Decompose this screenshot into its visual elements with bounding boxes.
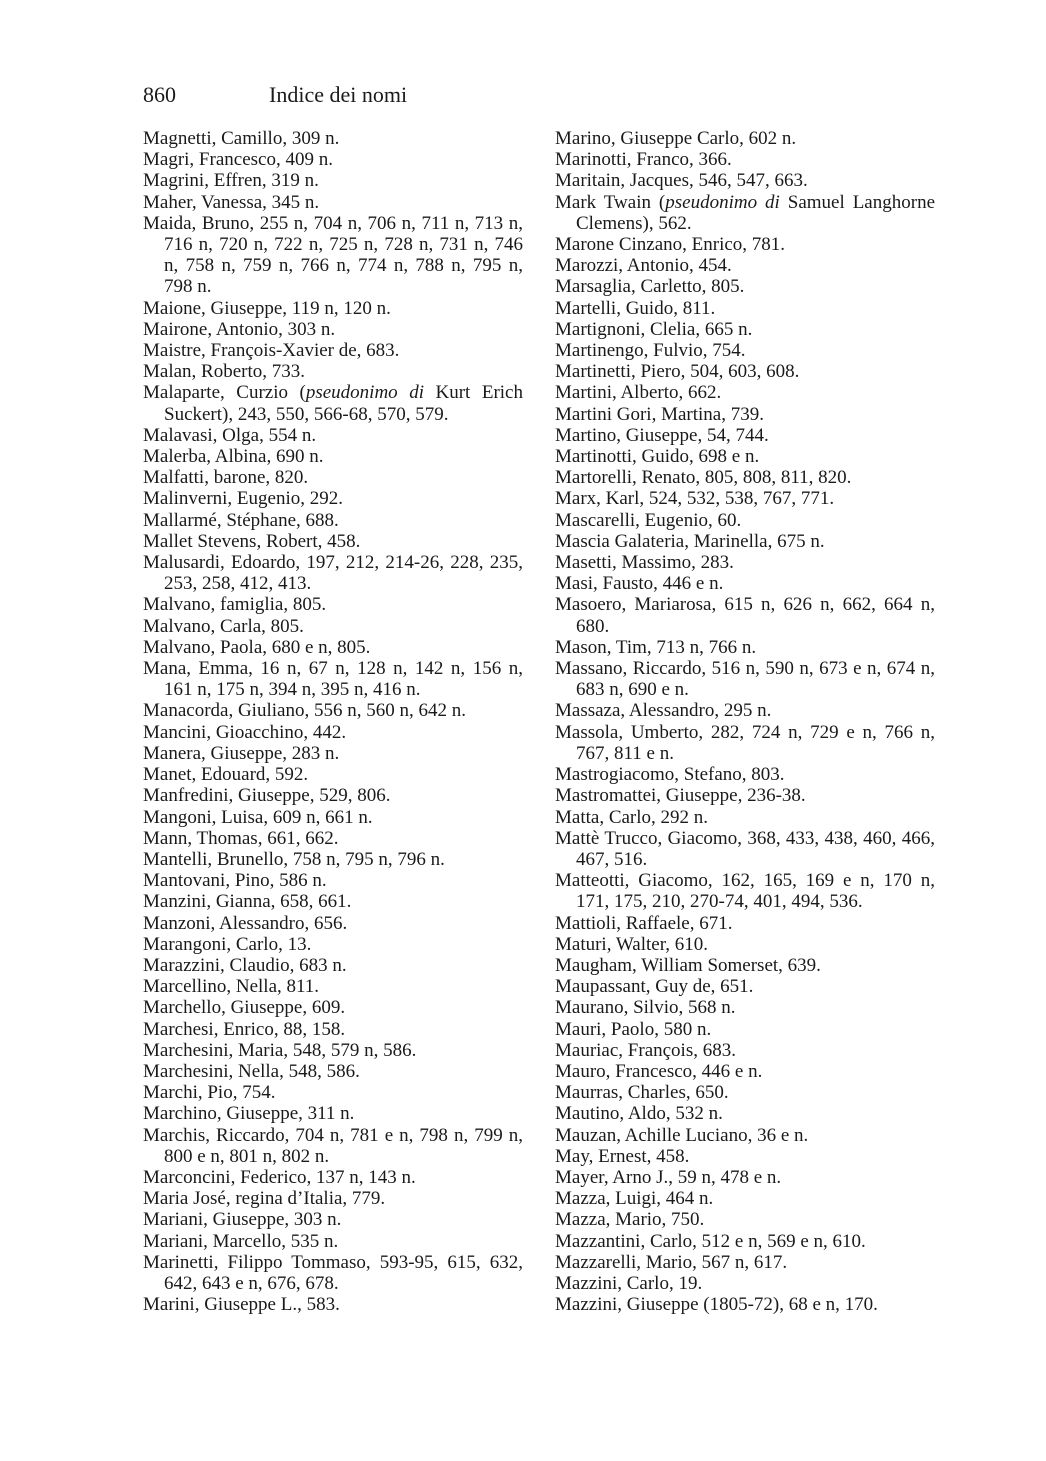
entry-text: Marangoni, Carlo, 13. (143, 933, 312, 955)
index-entry (555, 298, 935, 319)
index-entry (143, 1231, 523, 1252)
index-entry (143, 870, 523, 891)
entry-text: Mann, Thomas, 661, 662. (143, 827, 339, 849)
index-entry (555, 446, 935, 467)
entry-text: May, Ernest, 458. (555, 1145, 690, 1167)
entry-text: Martinotti, Guido, 698 e n. (555, 446, 760, 468)
entry-text: Mastromattei, Giuseppe, 236-38. (555, 785, 806, 807)
entry-text: Marini, Giuseppe L., 583. (143, 1294, 340, 1316)
entry-text: Martini, Alberto, 662. (555, 382, 722, 404)
index-entry (143, 128, 523, 149)
index-entry (555, 1231, 935, 1252)
entry-text: Mason, Tim, 713 n, 766 n. (555, 636, 757, 658)
entry-text: Marchino, Giuseppe, 311 n. (143, 1103, 355, 1125)
entry-text: Magnetti, Camillo, 309 n. (143, 128, 340, 149)
index-entry (143, 361, 523, 382)
index-entry (143, 722, 523, 743)
entry-text: Maurras, Charles, 650. (555, 1082, 729, 1104)
index-entry (555, 913, 935, 934)
index-entry (555, 658, 935, 700)
index-entry (143, 743, 523, 764)
entry-text: Samuel Langhorne Clemens), 562. (576, 191, 935, 234)
index-entry (555, 319, 935, 340)
entry-text: Mancini, Gioacchino, 442. (143, 721, 347, 743)
index-entry (143, 1188, 523, 1209)
index-entry (555, 1125, 935, 1146)
entry-text: Manacorda, Giuliano, 556 n, 560 n, 642 n. (143, 700, 466, 722)
entry-text: Martino, Giuseppe, 54, 744. (555, 424, 769, 446)
entry-text: Martignoni, Clelia, 665 n. (555, 318, 753, 340)
index-entry (143, 446, 523, 467)
entry-text: Mantovani, Pino, 586 n. (143, 870, 327, 892)
entry-text: Martelli, Guido, 811. (555, 297, 716, 319)
index-entry (555, 255, 935, 276)
index-entry (555, 934, 935, 955)
index-entry (555, 382, 935, 403)
entry-text: Malavasi, Olga, 554 n. (143, 424, 317, 446)
index-entry (143, 594, 523, 615)
index-entry (143, 425, 523, 446)
index-entry (555, 955, 935, 976)
index-entry (143, 1103, 523, 1124)
entry-text: Maida, Bruno, 255 n, 704 n, 706 n, 711 n, 713 n, 716 n, 720 n, 722 n, 725 n, 728 n, 731 n, 746 n, 758 n, 759 n, 766 n, 774 n, 788 n, 795 n, 798 n. (143, 212, 523, 298)
entry-text: Malerba, Albina, 690 n. (143, 446, 324, 468)
index-entry (143, 1209, 523, 1230)
entry-text: Marchesi, Enrico, 88, 158. (143, 1018, 346, 1040)
entry-text: Martorelli, Renato, 805, 808, 811, 820. (555, 467, 852, 489)
entry-text: Mazza, Mario, 750. (555, 1209, 705, 1231)
entry-text: Mariani, Giuseppe, 303 n. (143, 1209, 342, 1231)
entry-text: Maistre, François-Xavier de, 683. (143, 340, 400, 362)
entry-text: Mazzarelli, Mario, 567 n, 617. (555, 1251, 788, 1273)
index-entry (143, 616, 523, 637)
entry-text: Mascarelli, Eugenio, 60. (555, 509, 742, 531)
index-entry (555, 361, 935, 382)
entry-text: Maurano, Silvio, 568 n. (555, 997, 736, 1019)
index-entry (555, 870, 935, 912)
index-entry (143, 1294, 523, 1315)
entry-text: Maria José, regina d’Italia, 779. (143, 1188, 386, 1210)
entry-text: Masoero, Mariarosa, 615 n, 626 n, 662, 664 n, 680. (555, 594, 935, 637)
entry-text: Mazzantini, Carlo, 512 e n, 569 e n, 610. (555, 1230, 866, 1252)
entry-text: Malinverni, Eugenio, 292. (143, 488, 343, 510)
index-entry (555, 700, 935, 721)
entry-text: Mairone, Antonio, 303 n. (143, 318, 336, 340)
index-entry (143, 1082, 523, 1103)
entry-text: Mazza, Luigi, 464 n. (555, 1188, 714, 1210)
index-entry (143, 828, 523, 849)
entry-text: Mastrogiacomo, Stefano, 803. (555, 764, 785, 786)
index-entry (555, 488, 935, 509)
entry-text: Mana, Emma, 16 n, 67 n, 128 n, 142 n, 156 n, 161 n, 175 n, 394 n, 395 n, 416 n. (143, 658, 523, 701)
entry-text: Mariani, Marcello, 535 n. (143, 1230, 339, 1252)
index-entry (143, 637, 523, 658)
index-entry (143, 764, 523, 785)
entry-text: Maher, Vanessa, 345 n. (143, 191, 320, 213)
index-entry (143, 955, 523, 976)
index-entry (143, 997, 523, 1018)
entry-text: Mazzini, Carlo, 19. (555, 1272, 703, 1294)
entry-text: Martinengo, Fulvio, 754. (555, 340, 746, 362)
entry-text: Malvano, Carla, 805. (143, 615, 304, 637)
index-entry (143, 976, 523, 997)
index-entry (143, 891, 523, 912)
index-entry (555, 722, 935, 764)
entry-text: Maritain, Jacques, 546, 547, 663. (555, 170, 808, 192)
index-entry (555, 1082, 935, 1103)
index-entry (143, 340, 523, 361)
entry-text: Massola, Umberto, 282, 724 n, 729 e n, 766 n, 767, 811 e n. (555, 721, 935, 764)
entry-text: Marchesini, Nella, 548, 586. (143, 1060, 360, 1082)
entry-italic-text: pseudonimo di (665, 191, 780, 213)
index-entry (555, 573, 935, 594)
entry-text: Marchis, Riccardo, 704 n, 781 e n, 798 n, 799 n, 800 e n, 801 n, 802 n. (143, 1124, 523, 1167)
entry-text: Marchello, Giuseppe, 609. (143, 997, 346, 1019)
entry-text: Mangoni, Luisa, 609 n, 661 n. (143, 806, 373, 828)
entry-text: Martinetti, Piero, 504, 603, 608. (555, 361, 800, 383)
entry-text: Malaparte, Curzio ( (143, 382, 306, 404)
index-entry (555, 510, 935, 531)
index-entry (143, 170, 523, 191)
index-entry (555, 594, 935, 636)
index-entry (143, 913, 523, 934)
index-entry (555, 785, 935, 806)
entry-text: Magrini, Effren, 319 n. (143, 170, 319, 192)
entry-text: Mallarmé, Stéphane, 688. (143, 509, 339, 531)
index-entry (143, 1040, 523, 1061)
index-entry (143, 510, 523, 531)
entry-text: Marinetti, Filippo Tommaso, 593-95, 615, 632, 642, 643 e n, 676, 678. (143, 1251, 523, 1294)
entry-text: Masetti, Massimo, 283. (555, 552, 734, 574)
page-number: 860 (143, 82, 176, 107)
entry-text: Mattioli, Raffaele, 671. (555, 912, 733, 934)
entry-italic-text: pseudonimo di (305, 382, 424, 404)
index-entry (143, 467, 523, 488)
index-entry (555, 1188, 935, 1209)
entry-text: Mark Twain ( (555, 191, 666, 213)
running-header (143, 80, 407, 110)
entry-text: Maugham, William Somerset, 639. (555, 954, 821, 976)
entry-text: Marcellino, Nella, 811. (143, 976, 320, 998)
entry-text: Mauro, Francesco, 446 e n. (555, 1060, 763, 1082)
entry-text: Manet, Edouard, 592. (143, 764, 309, 786)
index-entry (555, 807, 935, 828)
index-entry (555, 1209, 935, 1230)
index-entry (143, 807, 523, 828)
index-entry (143, 552, 523, 594)
index-entry (143, 488, 523, 509)
entry-text: Magri, Francesco, 409 n. (143, 149, 333, 171)
index-column-right (555, 128, 935, 1315)
index-entry (555, 425, 935, 446)
index-column-left (143, 128, 523, 1315)
running-title: Indice dei nomi (269, 82, 408, 107)
entry-text: Malvano, famiglia, 805. (143, 594, 327, 616)
index-entry (555, 1061, 935, 1082)
entry-text: Mantelli, Brunello, 758 n, 795 n, 796 n. (143, 848, 445, 870)
index-entry (555, 764, 935, 785)
entry-text: Mayer, Arno J., 59 n, 478 e n. (555, 1166, 782, 1188)
index-entry (555, 234, 935, 255)
index-entry (143, 1125, 523, 1167)
index-entry (555, 552, 935, 573)
index-entry (143, 319, 523, 340)
index-entry (555, 997, 935, 1018)
entry-text: Maupassant, Guy de, 651. (555, 976, 754, 998)
index-entry (143, 192, 523, 213)
entry-text: Marazzini, Claudio, 683 n. (143, 954, 347, 976)
index-entry (555, 149, 935, 170)
index-entry (143, 531, 523, 552)
entry-text: Maturi, Walter, 610. (555, 933, 709, 955)
index-entry (555, 1019, 935, 1040)
index-entry (555, 976, 935, 997)
entry-text: Marchesini, Maria, 548, 579 n, 586. (143, 1039, 417, 1061)
index-entry (555, 192, 935, 234)
entry-text: Malvano, Paola, 680 e n, 805. (143, 636, 371, 658)
entry-text: Kurt Erich Suckert), 243, 550, 566-68, 570, 579. (164, 382, 523, 425)
index-entry (555, 404, 935, 425)
index-entry (555, 1146, 935, 1167)
entry-text: Mauri, Paolo, 580 n. (555, 1018, 712, 1040)
entry-text: Matteotti, Giacomo, 162, 165, 169 e n, 170 n, 171, 175, 210, 270-74, 401, 494, 536. (555, 870, 935, 913)
entry-text: Mascia Galateria, Marinella, 675 n. (555, 530, 825, 552)
entry-text: Marinotti, Franco, 366. (555, 149, 732, 171)
entry-text: Marx, Karl, 524, 532, 538, 767, 771. (555, 488, 835, 510)
entry-text: Marino, Giuseppe Carlo, 602 n. (555, 128, 797, 149)
index-entry (143, 785, 523, 806)
index-entry (555, 1040, 935, 1061)
entry-text: Marchi, Pio, 754. (143, 1082, 276, 1104)
entry-text: Mattè Trucco, Giacomo, 368, 433, 438, 460, 466, 467, 516. (555, 827, 935, 870)
index-entry (555, 637, 935, 658)
entry-text: Marconcini, Federico, 137 n, 143 n. (143, 1166, 416, 1188)
index-entry (143, 1019, 523, 1040)
index-entry (555, 340, 935, 361)
entry-text: Manfredini, Giuseppe, 529, 806. (143, 785, 391, 807)
entry-text: Mauriac, François, 683. (555, 1039, 736, 1061)
index-entry (555, 467, 935, 488)
index-entry (555, 1167, 935, 1188)
entry-text: Mauzan, Achille Luciano, 36 e n. (555, 1124, 809, 1146)
entry-text: Marozzi, Antonio, 454. (555, 255, 732, 277)
entry-text: Martini Gori, Martina, 739. (555, 403, 764, 425)
index-entry (555, 128, 935, 149)
index-entry (555, 1103, 935, 1124)
entry-text: Masi, Fausto, 446 e n. (555, 573, 724, 595)
entry-text: Malan, Roberto, 733. (143, 361, 306, 383)
entry-text: Malfatti, barone, 820. (143, 467, 309, 489)
index-entry (143, 213, 523, 298)
entry-text: Manera, Giuseppe, 283 n. (143, 742, 340, 764)
index-entry (143, 658, 523, 700)
entry-text: Maione, Giuseppe, 119 n, 120 n. (143, 297, 391, 319)
index-entry (143, 1061, 523, 1082)
index-entry (555, 531, 935, 552)
entry-text: Mautino, Aldo, 532 n. (555, 1103, 723, 1125)
index-entry (143, 149, 523, 170)
entry-text: Manzini, Gianna, 658, 661. (143, 891, 352, 913)
index-entry (143, 1252, 523, 1294)
entry-text: Mallet Stevens, Robert, 458. (143, 530, 361, 552)
entry-text: Malusardi, Edoardo, 197, 212, 214-26, 228, 235, 253, 258, 412, 413. (143, 552, 523, 595)
entry-text: Manzoni, Alessandro, 656. (143, 912, 348, 934)
entry-text: Mazzini, Giuseppe (1805-72), 68 e n, 170. (555, 1294, 878, 1316)
index-entry (143, 298, 523, 319)
index-entry (555, 828, 935, 870)
index-entry (143, 700, 523, 721)
entry-text: Massaza, Alessandro, 295 n. (555, 700, 772, 722)
index-entry (555, 1294, 935, 1315)
index-entry (143, 382, 523, 424)
entry-text: Marsaglia, Carletto, 805. (555, 276, 745, 298)
index-entry (143, 849, 523, 870)
index-entry (143, 934, 523, 955)
index-entry (143, 1167, 523, 1188)
index-entry (555, 170, 935, 191)
entry-text: Marone Cinzano, Enrico, 781. (555, 234, 786, 256)
index-entry (555, 1273, 935, 1294)
entry-text: Massano, Riccardo, 516 n, 590 n, 673 e n, 674 n, 683 n, 690 e n. (555, 658, 935, 701)
index-entry (555, 1252, 935, 1273)
entry-text: Matta, Carlo, 292 n. (555, 806, 709, 828)
index-entry (555, 276, 935, 297)
